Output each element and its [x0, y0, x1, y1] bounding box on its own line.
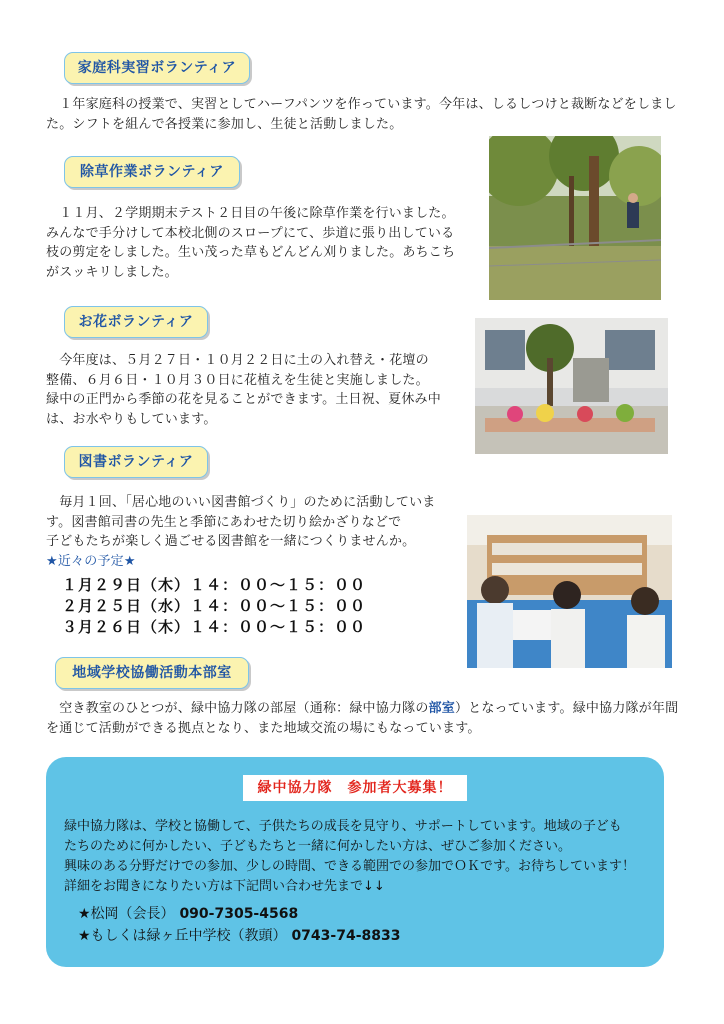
hq-text-part: ）となっています。緑中協力隊が年間	[454, 701, 679, 716]
text-line: 緑中の正門から季節の花を見ることができます。土日祝、夏休み中	[46, 392, 441, 407]
text-line: 毎月１回、「居心地のいい図書館づくり」のために活動していま	[46, 495, 436, 510]
weeding-photo	[489, 136, 661, 300]
text-line: 枝の剪定をしました。生い茂った草もどんどん刈りました。あちこち	[46, 245, 456, 260]
schedule-list	[62, 575, 366, 638]
text-line: 興味のある分野だけでの参加、少しの時間、できる範囲での参加でＯＫです。お待ちしています！	[64, 859, 635, 874]
contact-chair	[78, 903, 298, 923]
text-line: 緑中協力隊は、学校と協働して、子供たちの成長を見守り、サポートしています。地域の子ども	[64, 819, 622, 834]
text-line: 整備、６月６日・１０月３０日に花植えを生徒と実施しました。	[46, 372, 429, 388]
hq-text-part: 空き教室のひとつが、緑中協力隊の部屋（通称：緑中協力隊の	[46, 701, 429, 716]
text-line: １年家庭科の授業で、実習としてハーフパンツを作っています。今年は、しるしつけと裁断などをしまし	[46, 97, 677, 112]
recruit-text	[64, 817, 635, 897]
text-line: みんなで手分けして本校北側のスロープにて、歩道に張り出している	[46, 225, 455, 241]
section-title-library: 図書ボランティア	[64, 446, 208, 478]
text-line: は、お水やりもしています。	[46, 411, 217, 427]
text-line: 詳細をお聞きになりたい方は下記問い合わせ先まで↓↓	[64, 879, 385, 894]
text-line: たちのために何かしたい、子どもたちと一緒に何かしたい方は、ぜひご参加ください。	[64, 839, 572, 854]
text-line: す。図書館司書の先生と季節にあわせた切り絵かざりなどで	[46, 514, 402, 530]
text-line	[46, 699, 678, 719]
section-title-hq: 地域学校協働活動本部室	[55, 657, 249, 689]
schedule-item: ３月２６日（木）１４：００～１５：００	[62, 618, 367, 636]
section-title-weeding: 除草作業ボランティア	[64, 156, 240, 188]
text-line: 今年度は、５月２７日・１０月２２日に土の入れ替え・花壇の	[46, 353, 429, 368]
hq-text	[46, 699, 678, 738]
text-line: がスッキリしました。	[46, 264, 178, 280]
text-line: た。シフトを組んで各授業に参加し、生徒と活動しました。	[46, 116, 403, 132]
schedule-item: １月２９日（木）１４：００～１５：００	[62, 576, 367, 594]
recruit-title: 緑中協力隊 参加者大募集！	[243, 775, 467, 801]
contact-name: ★もしくは緑ヶ丘中学校（教頭）	[78, 928, 287, 944]
contact-phone[interactable]: 0743-74-8833	[291, 928, 401, 944]
schedule-item: ２月２５日（水）１４：００～１５：００	[62, 597, 367, 615]
library-text	[46, 493, 436, 571]
section-title-flowers: お花ボランティア	[64, 306, 208, 338]
contact-school	[78, 925, 400, 945]
contact-phone[interactable]: 090-7305-4568	[179, 906, 299, 922]
contact-name: ★松岡（会長）	[78, 906, 175, 922]
flowers-photo	[475, 318, 668, 454]
weeding-text	[46, 204, 455, 282]
home-ec-text	[46, 95, 677, 134]
text-line: 子どもたちが楽しく過ごせる図書館を一緒につくりませんか。	[46, 534, 416, 549]
library-photo	[467, 515, 672, 668]
text-line: １１月、２学期期末テスト２日目の午後に除草作業を行いました。	[46, 206, 455, 221]
schedule-heading: ★近々の予定★	[46, 553, 136, 569]
section-title-home-ec: 家庭科実習ボランティア	[64, 52, 250, 84]
flowers-text	[46, 351, 441, 429]
text-line: を通じて活動ができる拠点となり、また地域交流の場にもなっています。	[46, 720, 481, 736]
hq-highlight: 部室	[428, 701, 455, 716]
